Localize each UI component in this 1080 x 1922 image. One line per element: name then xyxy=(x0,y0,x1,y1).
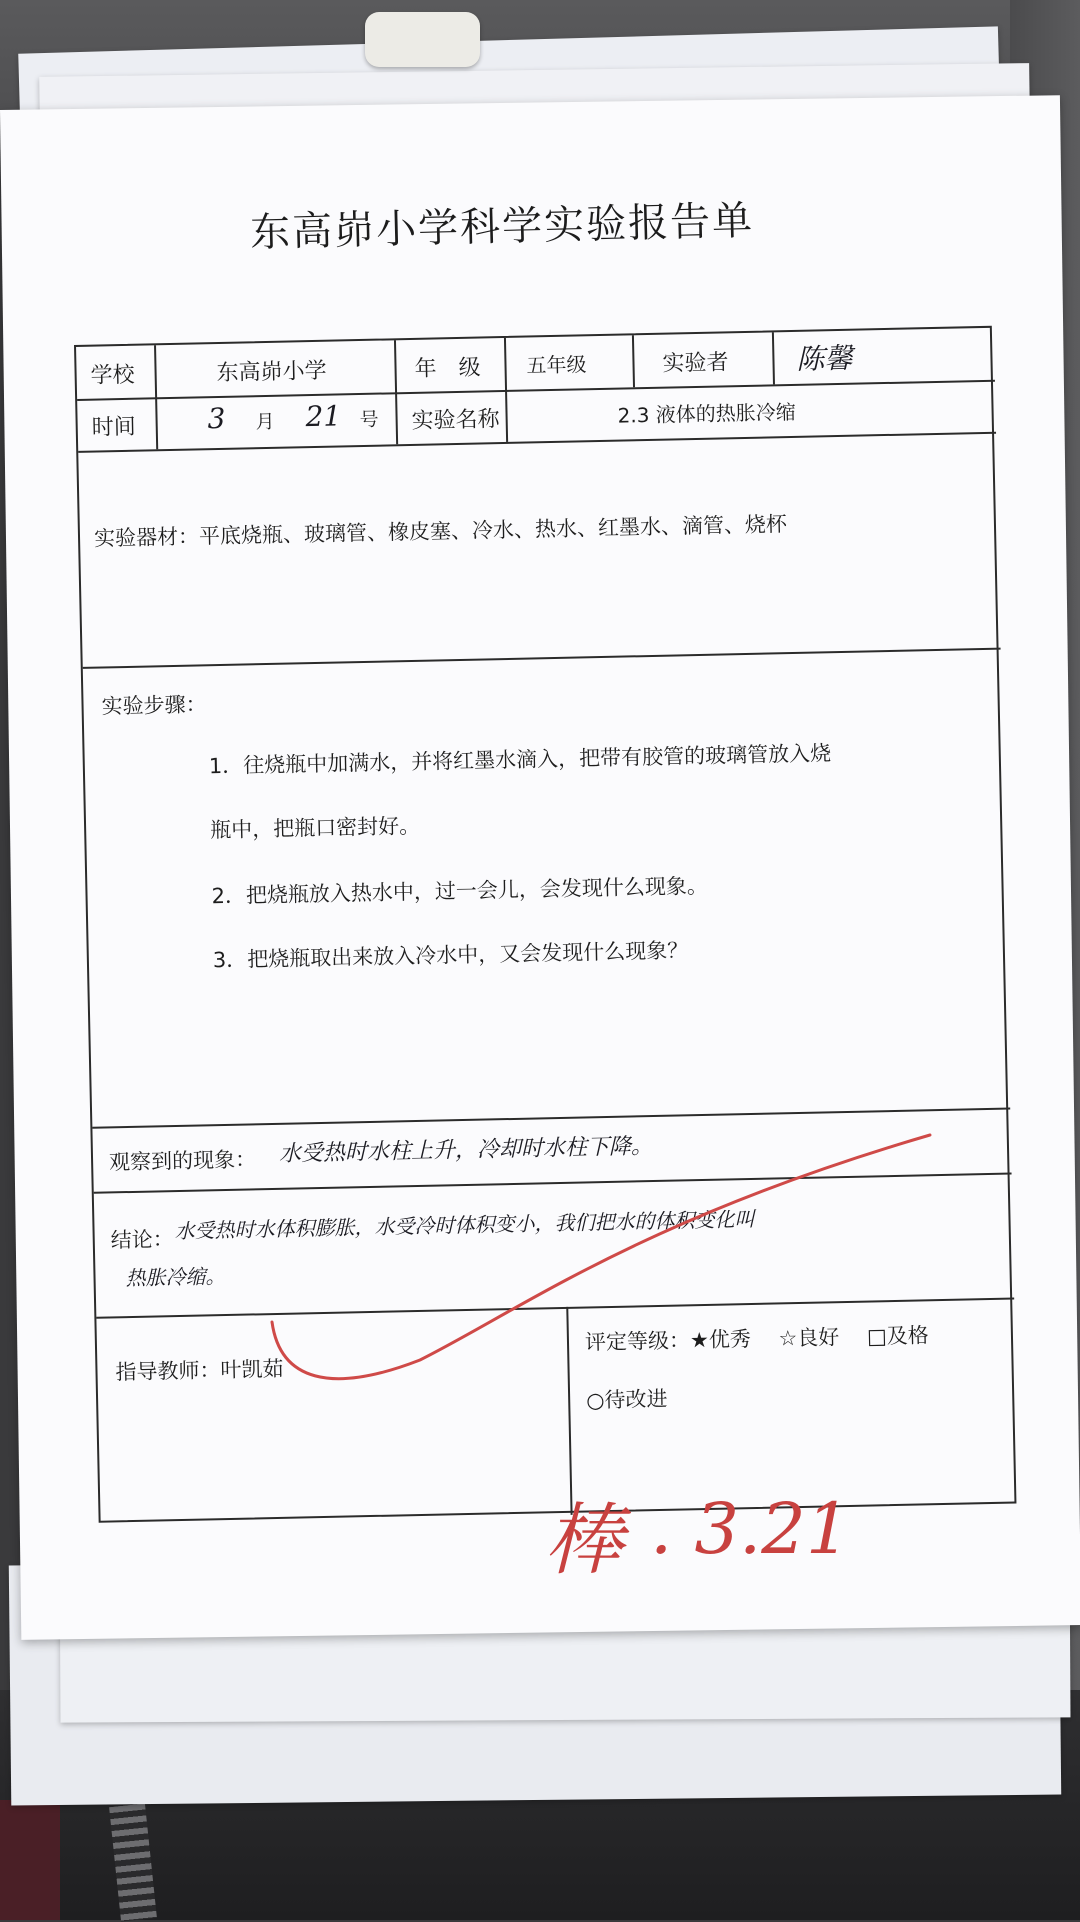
conclusion-handwriting: 热胀冷缩。 xyxy=(125,1264,226,1291)
report-title: 东高峁小学科学实验报告单 xyxy=(249,197,755,257)
conclusion-handwriting: 水受热时水体积膨胀，水受冷时体积变小，我们把水的体积变化叫 xyxy=(174,1206,755,1244)
step-item: 瓶中，把瓶口密封好。 xyxy=(209,813,421,843)
school-label: 学校 xyxy=(90,362,135,389)
observation-handwriting: 水受热时水柱上升，冷却时水柱下降。 xyxy=(278,1134,654,1167)
steps-label: 实验步骤： xyxy=(101,692,207,719)
school-value: 东高峁小学 xyxy=(216,358,327,387)
observation-label: 观察到的现象： xyxy=(108,1147,257,1175)
grade-label: 年 级 xyxy=(414,355,481,382)
step-item: 2．把烧瓶放入热水中，过一会儿，会发现什么现象。 xyxy=(211,873,709,909)
experimenter-label: 实验者 xyxy=(662,350,729,377)
rating-pending: ○待改进 xyxy=(585,1386,668,1413)
grade-value: 五年级 xyxy=(526,352,587,378)
day-value: 21 xyxy=(305,399,342,434)
month-value: 3 xyxy=(207,401,226,436)
step-item: 3．把烧瓶取出来放入冷水中，又会发现什么现象？ xyxy=(212,938,689,973)
step-item: 1．往烧瓶中加满水，并将红墨水滴入，把带有胶管的玻璃管放入烧 xyxy=(208,741,832,779)
teacher-text: 指导教师：叶凯茹 xyxy=(115,1356,284,1385)
experimenter-signature: 陈馨 xyxy=(796,341,853,376)
time-label: 时间 xyxy=(91,414,137,441)
rating-options: 评定等级：★优秀 ☆良好 □及格 xyxy=(584,1323,930,1355)
experiment-name-value: 2.3 液体的热胀冷缩 xyxy=(617,399,796,428)
materials-text: 实验器材：平底烧瓶、玻璃管、橡皮塞、冷水、热水、红墨水、滴管、烧杯 xyxy=(93,512,788,551)
conclusion-label: 结论： xyxy=(110,1227,174,1253)
experiment-name-label: 实验名称 xyxy=(411,407,500,434)
teacher-praise-mark: 棒 xyxy=(545,1496,624,1586)
month-unit: 月 xyxy=(255,410,275,434)
teacher-mark-date: . 3.21 xyxy=(650,1488,851,1570)
day-unit: 号 xyxy=(359,408,379,432)
